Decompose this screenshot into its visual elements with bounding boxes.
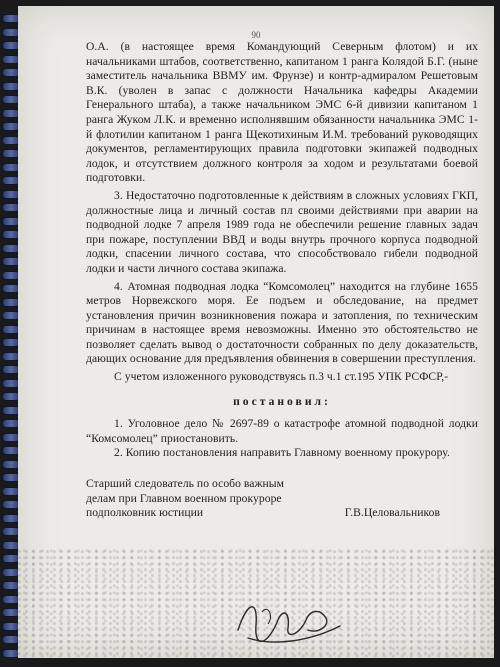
signatory-name: Г.В.Целовальников bbox=[344, 506, 440, 520]
paragraph-4: 4. Атомная подводная лодка “Комсомолец” находится на глубине 1655 метров Норвежского моря. Ее подъем и обследование, на предмет установления причин возникновения пожара и затопления, по техническим причинам в настоящее время невозможны. Именно это обстоятельство не позволяет сделать вывод о достаточности собранных по делу доказательств, дающих основание для предъявления обвинения в совершении преступления. bbox=[86, 279, 478, 366]
resolution-heading: постановил: bbox=[233, 394, 331, 408]
signature-line-1: Старший следователь по особо важным bbox=[86, 477, 285, 491]
resolution-2: 2. Копию постановления направить Главному военному прокурору. bbox=[114, 446, 450, 460]
signature-line-3-row bbox=[86, 506, 478, 521]
signature-line-3: подполковник юстиции bbox=[86, 506, 204, 520]
page-number: 90 bbox=[251, 30, 261, 40]
signature-line-2: делам при Главном военном прокуроре bbox=[86, 491, 282, 505]
paragraph-basis: С учетом изложенного руководствуясь п.3 ч.1 ст.195 УПК РСФСР,- bbox=[114, 370, 449, 384]
resolution-1: 1. Уголовное дело № 2697-89 о катастрофе атомной подводной лодки “Комсомолец” приостановить. bbox=[86, 417, 478, 445]
paragraph-3: 3. Недостаточно подготовленные к действиям в сложных условиях ГКП, должностные лица и личный состав пл своими действиями при аварии на подводной лодке 7 апреля 1989 года не обеспечили решение главных задач при пожаре, поступлении ВВД и воды внутрь прочного корпуса подводной лодки, спасении личного состава, что способствовало гибели подводной лодки и части личного состава экипажа. bbox=[86, 188, 478, 275]
handwritten-signature bbox=[228, 590, 348, 650]
document-body bbox=[86, 40, 478, 521]
paragraph-continuation: О.А. (в настоящее время Командующий Северным флотом) и их начальниками штабов, соответственно, капитаном 1 ранга Колядой Б.Г. (ныне заместитель начальника ВВМУ им. Фрунзе) и контр-адмиралом Решетовым В.К. (уволен в запас с должности Начальника кафедры Академии Генерального штаба), а также начальником ЭМС 6-й дивизии капитаном 1 ранга Жуком Л.К. и временно исполнявшим обязанности начальника ЭМС 1-й флотилии капитаном 1 ранга Щекотихиным И.М. требований руководящих документов, регламентирующих правила подготовки экипажей подводных лодок, и отсутствием должного контроля за ходом и результатами боевой подготовки. bbox=[86, 40, 478, 185]
spiral-binding bbox=[0, 0, 20, 667]
